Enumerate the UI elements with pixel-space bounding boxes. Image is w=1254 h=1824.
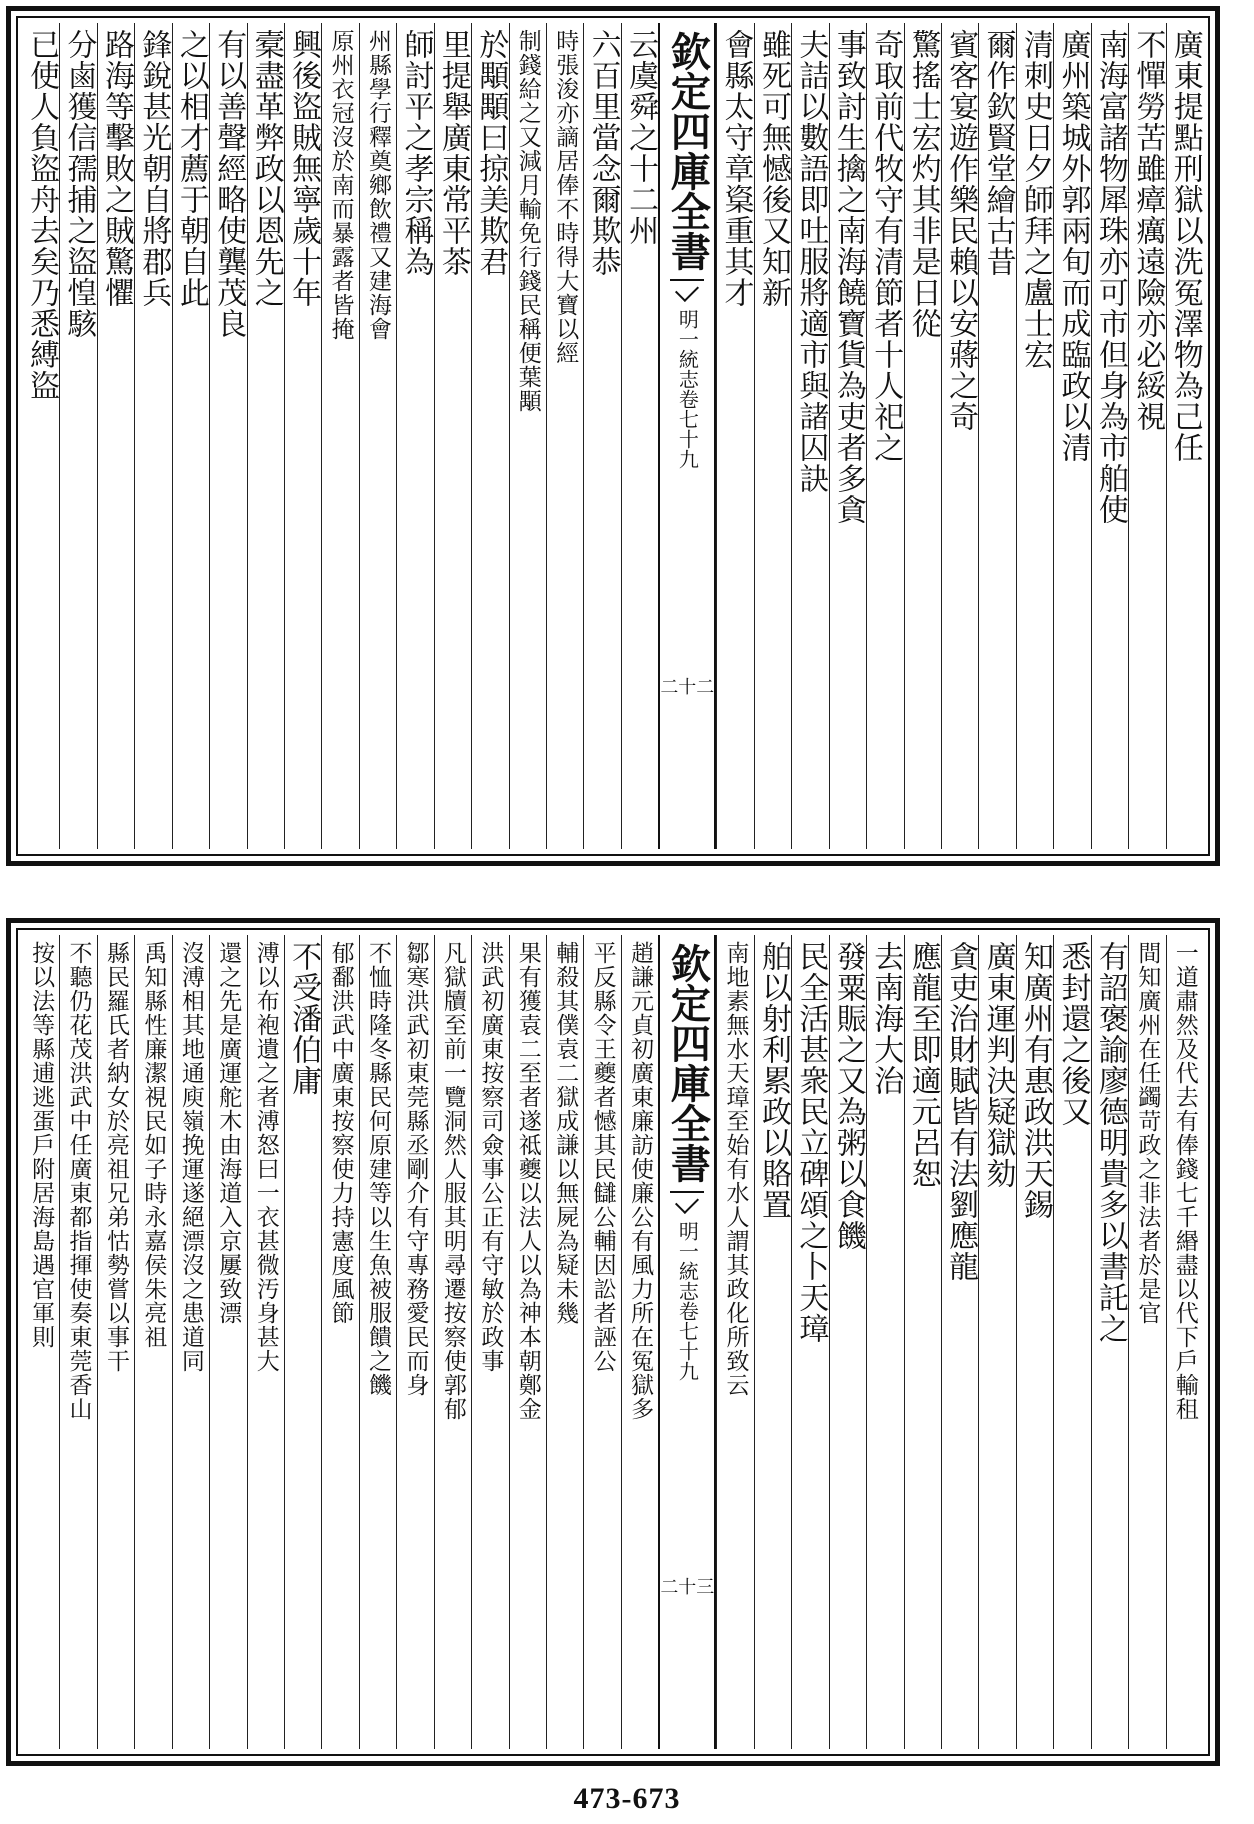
text-column: 貪吏治財賦皆有法劉應龍	[941, 935, 978, 1749]
text-column: 趙謙元貞初廣東廉訪使廉公有風力所在冤獄多	[621, 935, 658, 1749]
text-column: 云虞舜之十二州	[621, 23, 658, 849]
text-column: 按以法等縣逋逃蛋戶附居海島遇官軍則	[28, 941, 55, 1349]
text-column: 時張浚亦謫居俸不時得大寶以經	[546, 23, 583, 849]
text-column: 還之先是廣運舵木由海道入京屢致漂	[209, 935, 246, 1749]
text-column: 廣東運判決疑獄劾	[978, 935, 1015, 1749]
text-column: 清刺史日夕師拜之盧士宏	[1016, 23, 1053, 849]
text-column: 有詔褒諭廖德明貴多以書託之	[1091, 935, 1128, 1749]
text-column: 廣州築城外郭兩旬而成臨政以清	[1053, 23, 1090, 849]
text-column: 南地素無水天璋至始有水人謂其政化所致云	[716, 935, 753, 1749]
text-column: 間知廣州在任蠲苛政之非法者於是官	[1128, 935, 1165, 1749]
text-column: 輔殺其僕袁二獄成謙以無屍為疑未幾	[546, 935, 583, 1749]
center-gutter	[658, 23, 716, 849]
lower-book-page	[6, 918, 1220, 1766]
center-gutter	[658, 935, 716, 1749]
text-column: 禹知縣性廉潔視民如子時永嘉侯朱亮祖	[134, 935, 171, 1749]
text-column: 於顒顒曰掠美欺君	[471, 23, 508, 849]
text-column: 制錢給之又減月輸免行錢民稱便葉顒	[509, 23, 546, 849]
text-column: 凡獄牘至前一覽洞然人服其明尋遷按察使郭郁	[434, 935, 471, 1749]
text-column: 一道肅然及代去有俸錢七千緡盡以代下戶輸租	[1166, 935, 1203, 1749]
text-column: 原州衣冠沒於南而暴露者皆掩	[321, 23, 358, 849]
text-column: 不聽仍花茂洪武中任廣東都指揮使奏東莞香山	[59, 935, 96, 1749]
text-column: 不恤時隆冬縣民何原建等以生魚被服饋之饑	[359, 935, 396, 1749]
text-column: 廣東提點刑獄以洗冤澤物為己任	[1166, 23, 1203, 849]
leaf-number: 二十二	[660, 677, 715, 698]
book-title: 欽定四庫全書	[664, 31, 712, 271]
text-column: 果有獲袁二至者遂祗夔以法人以為神本朝鄭金	[509, 935, 546, 1749]
text-column: 奇取前代牧守有清節者十人祀之	[866, 23, 903, 849]
text-column: 里提舉廣東常平茶	[434, 23, 471, 849]
text-column: 去南海大治	[866, 935, 903, 1749]
volume-label: 明一統志卷七十九	[675, 309, 700, 469]
page-number-footer: 473-673	[573, 1782, 681, 1815]
text-column: 爾作欽賢堂繪古昔	[978, 23, 1015, 849]
text-column: 鄒寒洪武初東莞縣丞剛介有守專務愛民而身	[396, 935, 433, 1749]
text-columns	[23, 23, 1203, 849]
text-column: 雖死可無憾後又知新	[754, 23, 791, 849]
text-column: 已使人負盜舟去矣乃悉縛盜	[24, 29, 60, 401]
text-column: 六百里當念爾欺恭	[583, 23, 620, 849]
text-column: 應龍至即適元呂恕	[904, 935, 941, 1749]
text-column: 興後盜賊無寧歲十年	[284, 23, 321, 849]
text-column: 分鹵獲信孺捕之盜惶駭	[59, 23, 96, 849]
text-column: 悉封還之後又	[1053, 935, 1090, 1749]
upper-book-page	[6, 6, 1220, 866]
text-column: 舶以射利累政以賂置	[754, 935, 791, 1749]
text-column: 民全活甚衆民立碑頌之卜天璋	[791, 935, 828, 1749]
text-column: 有以善聲經略使龔茂良	[209, 23, 246, 849]
text-column: 州縣學行釋奠鄉飲禮又建海會	[359, 23, 396, 849]
text-column: 知廣州有惠政洪天錫	[1016, 935, 1053, 1749]
text-column: 不受潘伯庸	[284, 935, 321, 1749]
text-column: 縣民羅氏者納女於亮祖兄弟怙勢嘗以事干	[97, 935, 134, 1749]
text-column: 南海富諸物犀珠亦可市但身為市舶使	[1091, 23, 1128, 849]
book-title: 欽定四庫全書	[664, 943, 712, 1183]
text-column: 之以相才薦于朝自此	[172, 23, 209, 849]
text-column: 鋒銳甚光朝自將郡兵	[134, 23, 171, 849]
text-column: 會縣太守章楶重其才	[716, 23, 753, 849]
text-column: 平反縣令王夔者憾其民讎公輔因訟者誣公	[583, 935, 620, 1749]
fish-tail-mark	[670, 1191, 704, 1213]
fish-tail-mark	[670, 279, 704, 301]
text-column: 槖盡革弊政以恩先之	[247, 23, 284, 849]
text-column: 洪武初廣東按察司僉事公正有守敏於政事	[471, 935, 508, 1749]
text-columns	[23, 935, 1203, 1749]
text-column: 夫詰以數語即吐服將適市與諸囚訣	[791, 23, 828, 849]
text-column: 事致討生擒之南海饒寶貨為吏者多貪	[829, 23, 866, 849]
volume-label: 明一統志卷七十九	[675, 1221, 700, 1381]
leaf-number: 二十三	[660, 1577, 715, 1598]
text-column: 發粟賑之又為粥以食饑	[829, 935, 866, 1749]
text-column: 溥以布袍遺之者溥怒曰一衣甚微汚身甚大	[247, 935, 284, 1749]
text-column: 驚搖士宏灼其非是日從	[904, 23, 941, 849]
text-column: 不憚勞苦雖瘴癘遠險亦必綏視	[1128, 23, 1165, 849]
text-column: 郁鄱洪武中廣東按察使力持憲度風節	[321, 935, 358, 1749]
text-column: 師討平之孝宗稱為	[396, 23, 433, 849]
text-column: 賓客宴遊作樂民賴以安蔣之奇	[941, 23, 978, 849]
text-column: 沒溥相其地通庾嶺挽運遂絕漂沒之患道同	[172, 935, 209, 1749]
text-column: 路海等擊敗之賊驚懼	[97, 23, 134, 849]
